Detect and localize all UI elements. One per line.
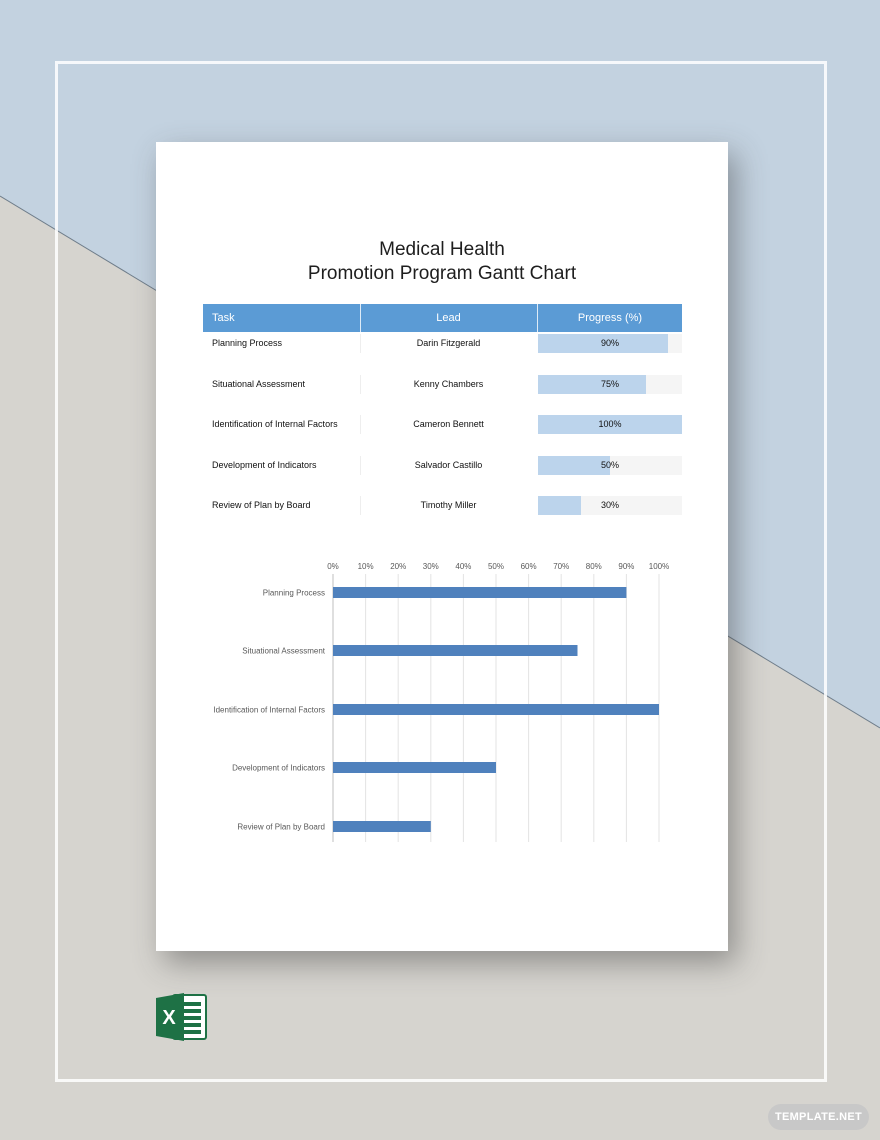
task-cell: Review of Plan by Board [212, 500, 311, 510]
x-tick-label: 70% [553, 562, 570, 571]
progress-label: 100% [598, 419, 622, 429]
category-label: Planning Process [262, 588, 325, 598]
lead-cell: Timothy Miller [420, 500, 477, 510]
progress-label: 75% [600, 379, 619, 389]
lead-cell: Cameron Bennett [413, 419, 484, 429]
category-label: Identification of Internal Factors [213, 705, 325, 715]
document-page [156, 142, 728, 951]
watermark-badge: TEMPLATE.NET [768, 1104, 869, 1130]
bar [333, 704, 659, 715]
excel-icon [156, 993, 208, 1041]
task-cell: Development of Indicators [212, 460, 317, 470]
column-header-progress: Progress (%) [577, 312, 643, 324]
progress-label: 30% [600, 500, 619, 510]
table-header [203, 304, 682, 332]
x-tick-label: 0% [327, 562, 339, 571]
table-row [203, 334, 682, 353]
x-tick-label: 20% [390, 562, 407, 571]
table-row [203, 496, 682, 515]
gantt-chart [156, 552, 728, 852]
bar [333, 587, 626, 598]
x-tick-label: 10% [357, 562, 374, 571]
x-tick-label: 40% [455, 562, 472, 571]
progress-bar [538, 334, 682, 353]
x-tick-label: 30% [422, 562, 439, 571]
table-row [203, 375, 682, 394]
x-tick-label: 50% [487, 562, 505, 571]
progress-label: 90% [600, 338, 619, 348]
bar [333, 821, 431, 832]
column-header-lead: Lead [436, 312, 461, 324]
progress-bar [538, 456, 682, 475]
document-title-line1: Medical Health [379, 239, 505, 260]
x-tick-label: 60% [520, 562, 537, 571]
task-cell: Planning Process [212, 338, 283, 348]
progress-bar [538, 496, 682, 515]
lead-cell: Darin Fitzgerald [416, 338, 481, 348]
category-label: Review of Plan by Board [237, 822, 325, 832]
x-tick-label: 100% [648, 562, 670, 571]
progress-bar [538, 415, 682, 434]
bar [333, 645, 578, 656]
x-tick-label: 90% [618, 562, 635, 571]
lead-cell: Kenny Chambers [413, 379, 484, 389]
category-label: Situational Assessment [242, 646, 325, 656]
column-header-task: Task [212, 312, 235, 324]
task-cell: Situational Assessment [212, 379, 306, 389]
bar [333, 762, 496, 773]
table-row [203, 456, 682, 475]
category-label: Development of Indicators [232, 763, 325, 773]
svg-text:X: X [162, 1007, 176, 1029]
document-title-line2: Promotion Program Gantt Chart [307, 263, 577, 284]
table-row [203, 415, 682, 434]
lead-cell: Salvador Castillo [414, 460, 483, 470]
progress-bar [538, 375, 682, 394]
x-tick-label: 80% [585, 562, 602, 571]
task-cell: Identification of Internal Factors [212, 419, 338, 429]
progress-label: 50% [600, 460, 619, 470]
